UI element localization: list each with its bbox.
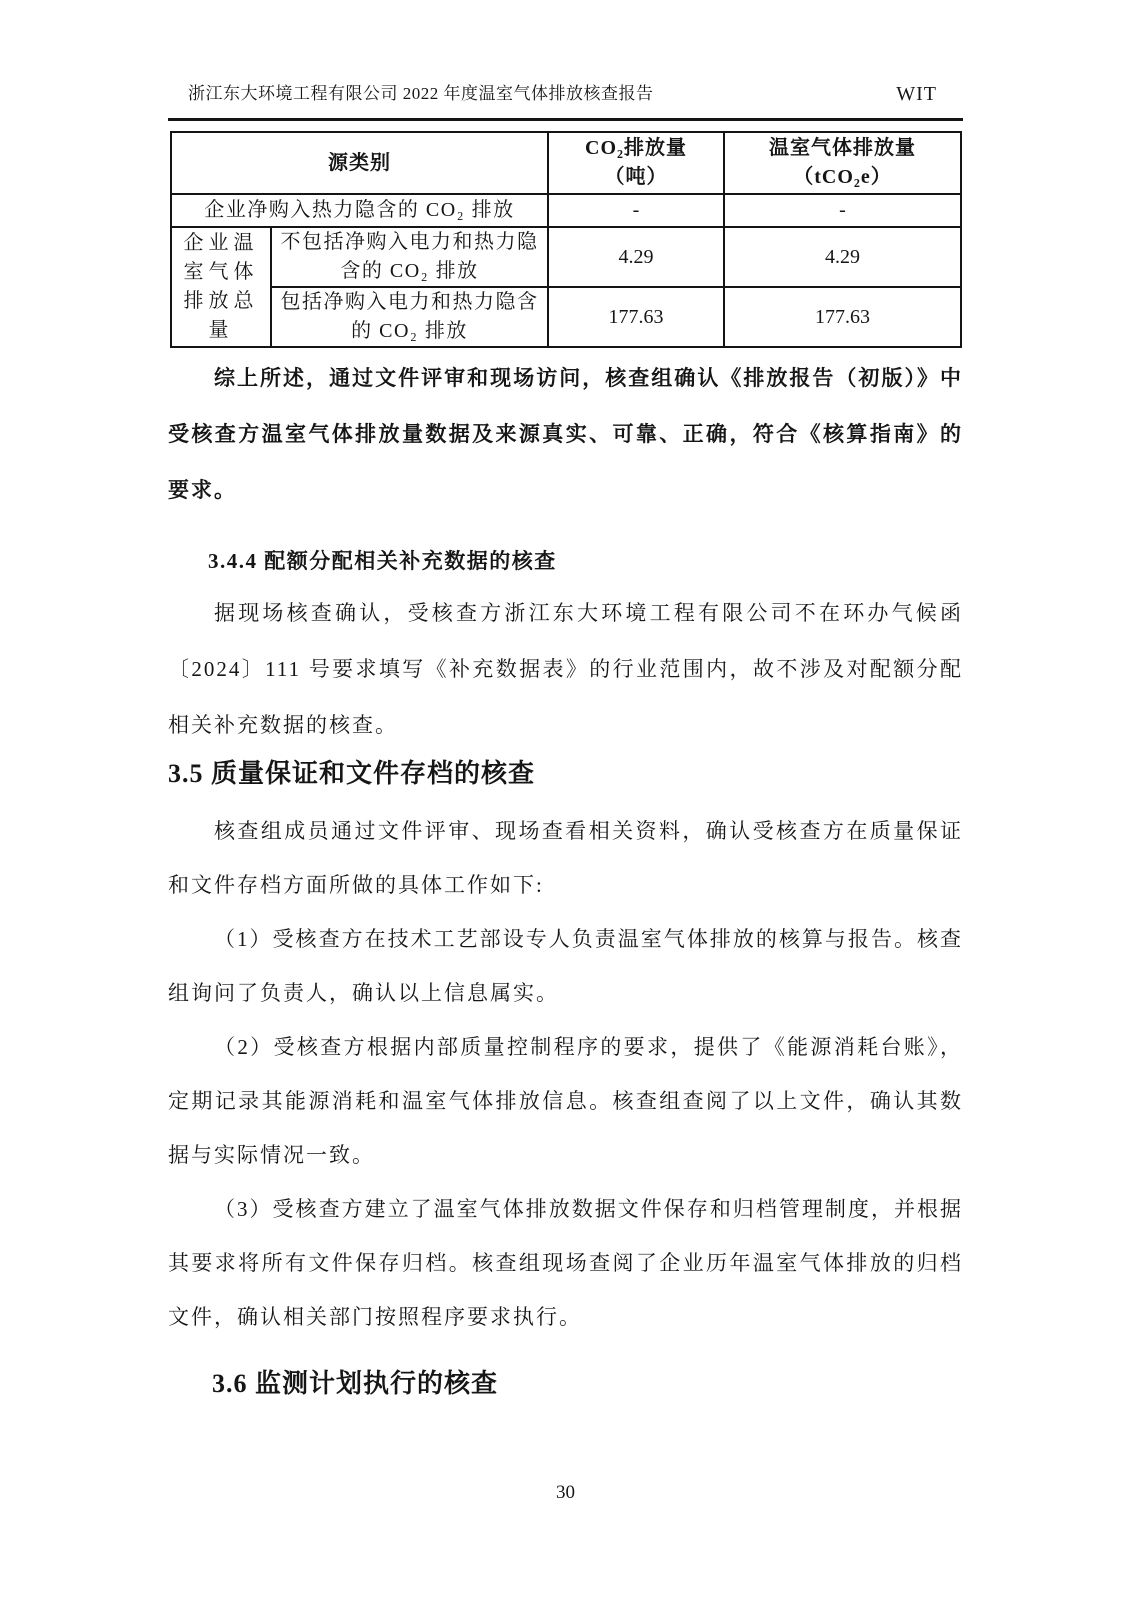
heading-3-6: 3.6 监测计划执行的核查 [212, 1369, 499, 1398]
col-header-source-category: 源类别 [171, 132, 548, 194]
running-head-title: 浙江东大环境工程有限公司 2022 年度温室气体排放核查报告 [188, 84, 654, 103]
header-rule [168, 118, 963, 121]
heading-3-5: 3.5 质量保证和文件存档的核查 [168, 759, 536, 788]
col-header-ghg-emissions [724, 132, 961, 194]
co2-header-line1: CO₂排放量 [585, 137, 687, 159]
incl-purchased-ghg-value: 177.63 [724, 287, 961, 347]
incl-purchased-co2-value: 177.63 [548, 287, 724, 347]
ghg-header-line2: （tCO₂e） [793, 166, 892, 188]
excl-purchased-ghg-value: 4.29 [724, 227, 961, 287]
col-header-co2-emissions [548, 132, 724, 194]
net-heat-ghg-value: - [724, 194, 961, 227]
paragraph-3-5-intro: 核查组成员通过文件评审、现场查看相关资料，确认受核查方在质量保证和文件存档方面所做的具体工作如下: [168, 819, 963, 897]
table-header-row [171, 132, 961, 194]
net-heat-co2-value: - [548, 194, 724, 227]
paragraph-3-4-4: 据现场核查确认，受核查方浙江东大环境工程有限公司不在环办气候函〔2024〕111 号要求填写《补充数据表》的行业范围内，故不涉及对配额分配相关补充数据的核查。 [168, 601, 963, 737]
summary-paragraph: 综上所述，通过文件评审和现场访问，核查组确认《排放报告（初版）》中受核查方温室气体排放量数据及来源真实、可靠、正确，符合《核算指南》的要求。 [168, 366, 963, 502]
total-emissions-group-label: 企业温室气体排放总量 [171, 227, 271, 347]
co2-header-line2: （吨） [604, 166, 668, 188]
table-row-net-heat [171, 194, 961, 227]
net-heat-label: 企业净购入热力隐含的 CO₂ 排放 [171, 194, 548, 227]
excl-purchased-co2-value: 4.29 [548, 227, 724, 287]
paragraph-3-5-item-2: （2）受核查方根据内部质量控制程序的要求，提供了《能源消耗台账》，定期记录其能源消耗和温室气体排放信息。核查组查阅了以上文件，确认其数据与实际情况一致。 [168, 1035, 963, 1167]
page-header [168, 82, 963, 106]
page-content [168, 0, 963, 1504]
paragraph-3-5-item-1: （1）受核查方在技术工艺部设专人负责温室气体排放的核算与报告。核查组询问了负责人，确认以上信息属实。 [168, 927, 963, 1005]
emissions-summary-table [170, 131, 962, 348]
excl-purchased-label: 不包括净购入电力和热力隐含的 CO₂ 排放 [271, 227, 548, 287]
page-footer [168, 1482, 963, 1504]
incl-purchased-label: 包括净购入电力和热力隐含的 CO₂ 排放 [271, 287, 548, 347]
heading-3-4-4: 3.4.4 配额分配相关补充数据的核查 [208, 549, 557, 573]
table-row-incl-purchased [171, 287, 961, 347]
header-logo-wit: WIT [896, 83, 937, 105]
table-row-excl-purchased [171, 227, 961, 287]
ghg-header-line1: 温室气体排放量 [769, 137, 916, 159]
page-number: 30 [556, 1482, 575, 1503]
paragraph-3-5-item-3: （3）受核查方建立了温室气体排放数据文件保存和归档管理制度，并根据其要求将所有文件保存归档。核查组现场查阅了企业历年温室气体排放的归档文件，确认相关部门按照程序要求执行。 [168, 1197, 963, 1329]
